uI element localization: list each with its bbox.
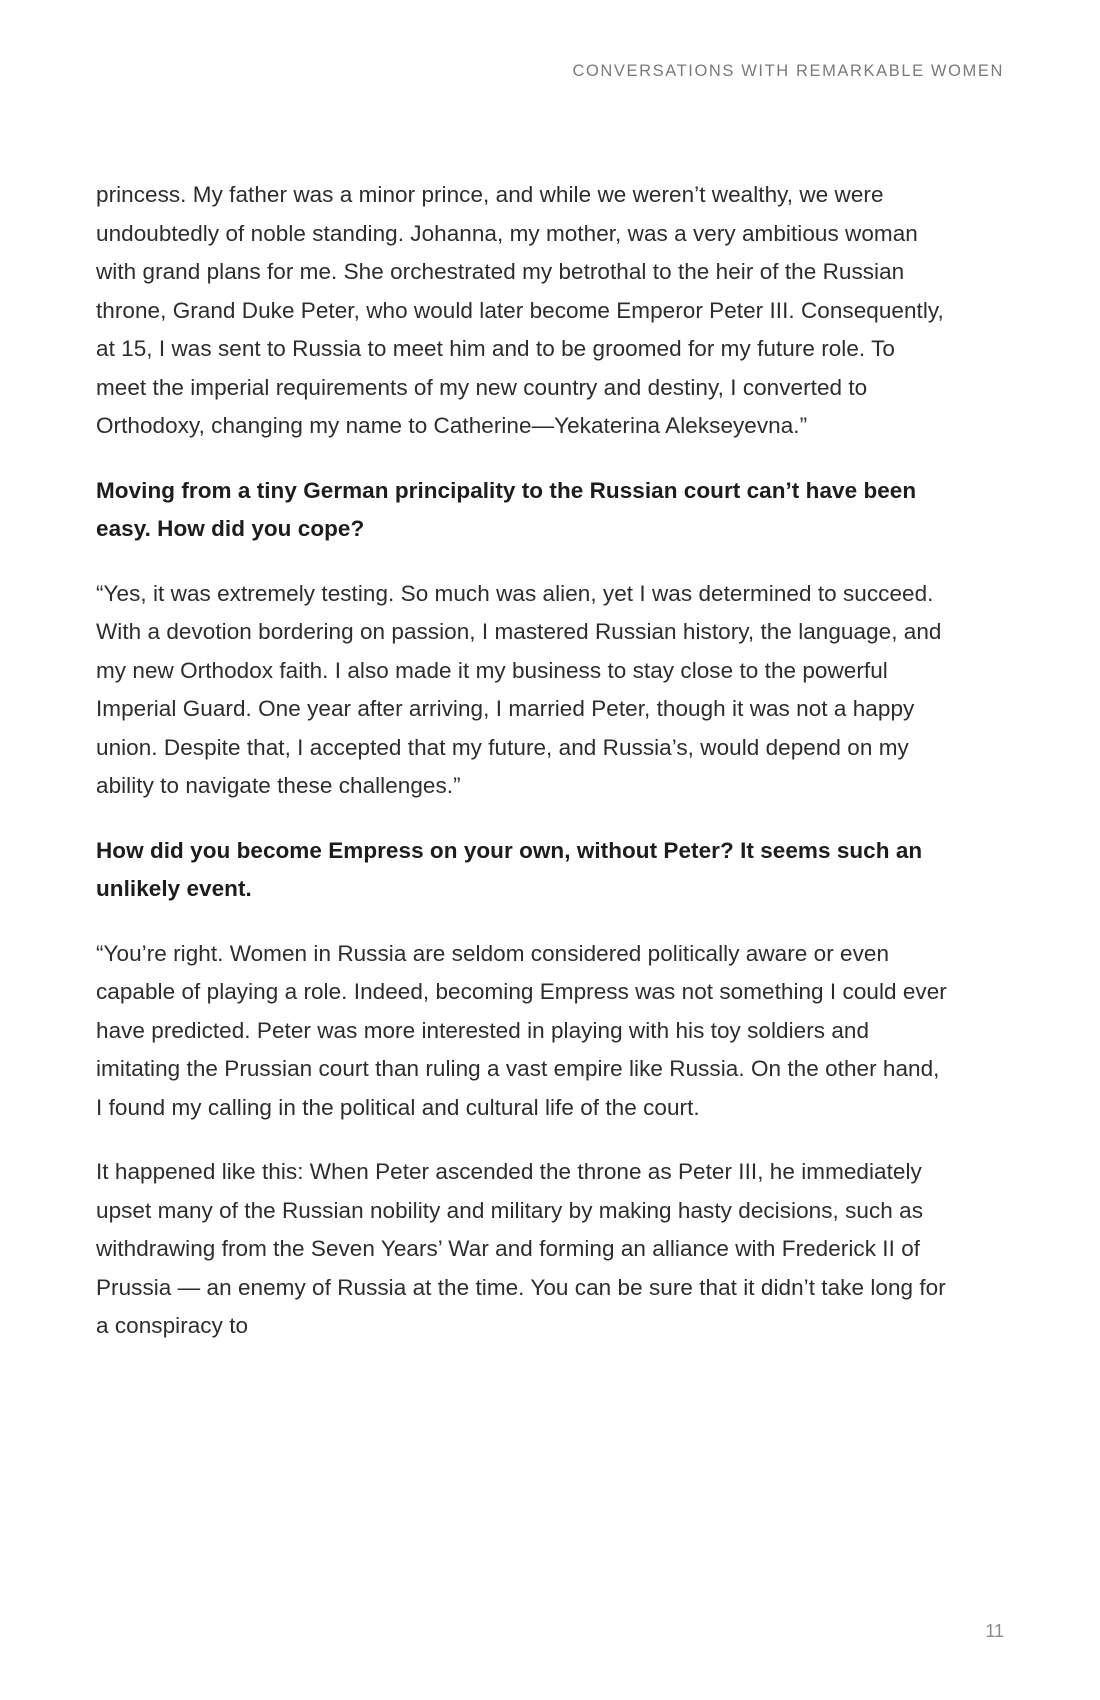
body-text-column (96, 176, 948, 1372)
paragraph: princess. My father was a minor prince, and while we weren’t wealthy, we were undoubtedly of noble standing. Johanna, my mother, was a very ambitious woman with grand plans for me. She orchestrated my betrothal to the heir of the Russian throne, Grand Duke Peter, who would later become Emperor Peter III. Consequently, at 15, I was sent to Russia to meet him and to be groomed for my future role. To meet the imperial requirements of my new country and destiny, I converted to Orthodoxy, changing my name to Catherine—Yekaterina Alekseyevna.” (96, 182, 944, 438)
interview-question: How did you become Empress on your own, without Peter? It seems such an unlikely event. (96, 837, 923, 901)
paragraph: It happened like this: When Peter ascended the throne as Peter III, he immediately upset many of the Russian nobility and military by making hasty decisions, such as withdrawing from the Seven Years’ War and forming an alliance with Frederick II of Prussia — an enemy of Russia at the time. You can be sure that it didn’t take long for a conspiracy to (96, 1159, 946, 1338)
interview-question: Moving from a tiny German principality to the Russian court can’t have been easy. How did you cope? (96, 477, 917, 541)
page-number: 11 (985, 1621, 1004, 1641)
paragraph: “Yes, it was extremely testing. So much was alien, yet I was determined to succeed. With a devotion bordering on passion, I mastered Russian history, the language, and my new Orthodox faith. I also made it my business to stay close to the powerful Imperial Guard. One year after arriving, I married Peter, though it was not a happy union. Despite that, I accepted that my future, and Russia’s, would depend on my ability to navigate these challenges.” (96, 580, 942, 798)
running-head: CONVERSATIONS WITH REMARKABLE WOMEN (572, 62, 1004, 80)
paragraph: “You’re right. Women in Russia are seldom considered politically aware or even capable of playing a role. Indeed, becoming Empress was not something I could ever have predicted. Peter was more interested in playing with his toy soldiers and imitating the Prussian court than ruling a vast empire like Russia. On the other hand, I found my calling in the political and cultural life of the court. (96, 940, 947, 1120)
